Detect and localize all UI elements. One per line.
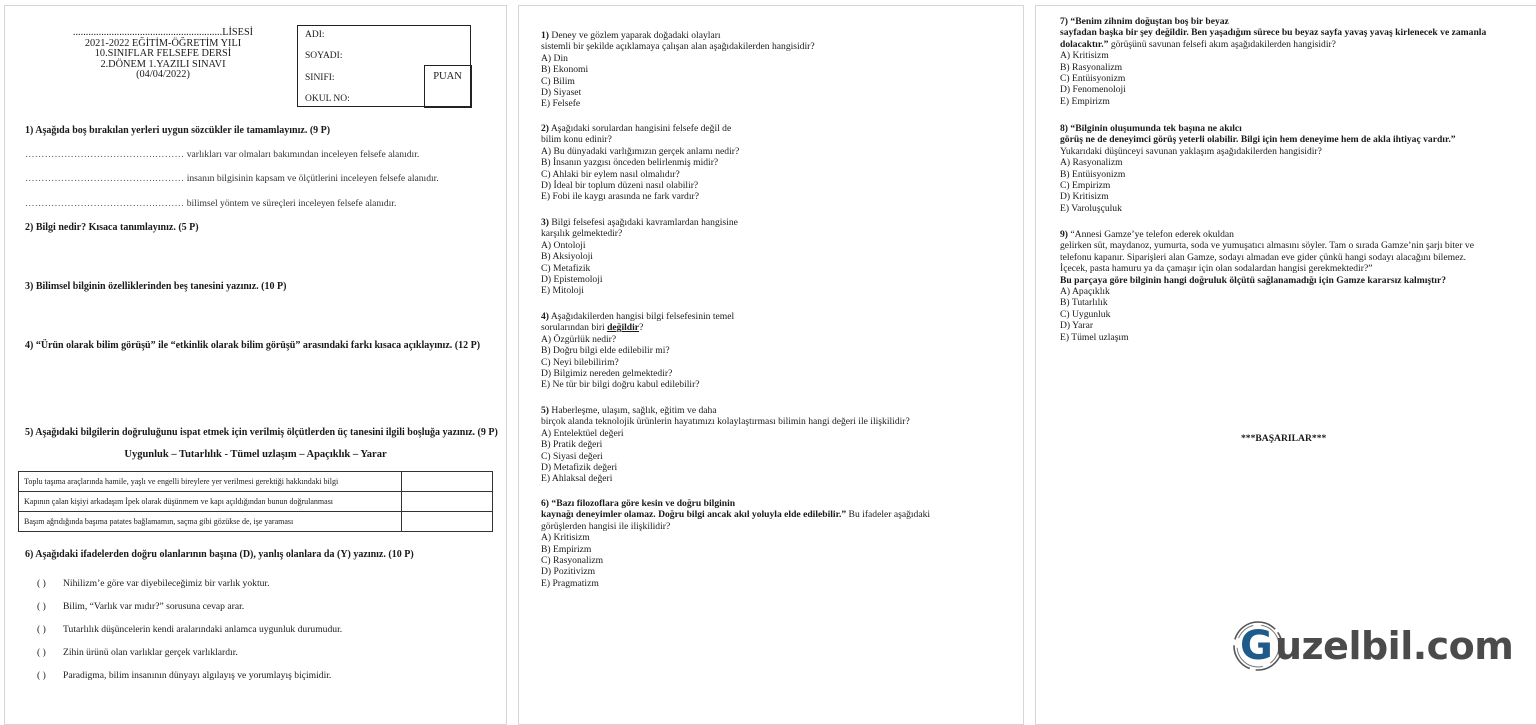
question-number: 6) <box>541 498 549 509</box>
true-false-item <box>37 578 269 589</box>
answer-option[interactable]: E) Tümel uzlaşım <box>1060 331 1129 343</box>
answer-option[interactable]: B) Empirizm <box>541 543 592 555</box>
statement-cell: Toplu taşıma araçlarında hamile, yaşlı ve engelli bireylere yer verilmesi gerektiği hakkındaki bilgi <box>19 472 402 492</box>
answer-option[interactable]: A) Kritisizm <box>541 532 590 544</box>
question-stem: bilim konu edinir? <box>541 134 612 146</box>
statement-text: Bilim, “Varlık var mıdır?” sorusuna cevap arar. <box>63 601 245 612</box>
true-false-item <box>37 647 238 658</box>
exam-header <box>43 28 283 81</box>
question-stem: görüşlerden hangisi ile ilişkilidir? <box>541 520 671 532</box>
answer-option[interactable]: D) Epistemoloji <box>541 274 603 286</box>
table-row <box>19 512 493 532</box>
answer-option[interactable]: C) Neyi bilebilirim? <box>541 356 619 368</box>
true-false-item <box>37 601 244 612</box>
answer-option[interactable]: E) Felsefe <box>541 98 581 110</box>
answer-option[interactable]: B) Entüisyonizm <box>1060 168 1126 180</box>
score-label: PUAN <box>433 70 462 82</box>
mcq-question-6 <box>541 498 930 589</box>
answer-blank: ………………………………….……… <box>25 149 185 160</box>
answer-bracket[interactable]: ( ) <box>37 624 46 635</box>
academic-year: 2021-2022 EĞİTİM-ÖĞRETİM YILI <box>84 37 242 49</box>
exam-page-1 <box>4 5 507 725</box>
answer-option[interactable]: C) Ahlaki bir eylem nasıl olmalıdır? <box>541 168 680 180</box>
criteria-list: Uygunluk – Tutarlılık - Tümel uzlaşım – Apaçıklık – Yarar <box>124 449 387 460</box>
question-prompt: Bu parçaya göre bilginin hangi doğruluk ölçütü sağlanamadığı için Gamze kararsız kalmıştır? <box>1060 274 1447 286</box>
answer-blank: ………………………………….……… <box>25 173 185 184</box>
answer-option[interactable]: B) Pratik değeri <box>541 439 603 451</box>
question-2-title: 2) Bilgi nedir? Kısaca tanımlayınız. (5 P) <box>25 222 199 233</box>
answer-option[interactable]: C) Siyasi değeri <box>541 450 603 462</box>
quoted-statement: “Benim zihnim doğuştan boş bir beyaz <box>1070 16 1229 27</box>
mcq-question-2 <box>541 123 739 203</box>
exam-page-2 <box>518 5 1024 725</box>
question-stem: Aşağıdaki sorulardan hangisini felsefe değil de <box>550 123 732 134</box>
question-stem: Deney ve gözlem yaparak doğadaki olayları <box>551 30 721 41</box>
answer-option[interactable]: B) Aksiyoloji <box>541 251 593 263</box>
answer-bracket[interactable]: ( ) <box>37 578 46 589</box>
answer-option[interactable]: E) Mitoloji <box>541 285 584 297</box>
answer-option[interactable]: D) Siyaset <box>541 87 582 99</box>
quoted-statement: kaynağı deneyimler olamaz. Doğru bilgi ancak akıl yoluyla elde edilebilir.” <box>541 509 847 521</box>
answer-option[interactable]: A) Rasyonalizm <box>1060 157 1123 169</box>
true-false-item <box>37 670 331 681</box>
question-number: 5) <box>541 405 549 416</box>
statement-text: Zihin ürünü olan varlıklar gerçek varlıklardır. <box>63 647 238 658</box>
answer-option[interactable]: C) Metafizik <box>541 262 591 274</box>
answer-bracket[interactable]: ( ) <box>37 601 46 612</box>
fill-blank-item <box>25 198 396 209</box>
school-no-label: OKUL NO: <box>305 94 350 104</box>
fill-blank-text: insanın bilgisinin kapsam ve ölçütlerini inceleyen felsefe alanıdır. <box>186 173 439 184</box>
mcq-question-4 <box>541 311 734 391</box>
answer-option[interactable]: C) Empirizm <box>1060 180 1111 192</box>
question-4-title: 4) “Ürün olarak bilim görüşü” ile “etkinlik olarak bilim görüşü” arasındaki farkı kısaca açıklayınız. (12 P) <box>25 340 481 351</box>
true-false-item <box>37 624 342 635</box>
question-mark: ? <box>639 322 644 334</box>
answer-option[interactable]: E) Empirizm <box>1060 95 1110 107</box>
question-6-title: 6) Aşağıdaki ifadelerden doğru olanlarının başına (D), yanlış olanlara da (Y) yazınız. (10 P) <box>25 549 414 560</box>
question-stem: sorularından biri <box>541 322 608 334</box>
answer-option[interactable]: A) Kritisizm <box>1060 50 1109 62</box>
answer-cell[interactable] <box>402 492 493 512</box>
closing-message: ***BAŞARILAR*** <box>1241 433 1327 444</box>
question-stem: Bu ifadeler aşağıdaki <box>846 509 931 521</box>
question-stem: sistemli bir şekilde açıklamaya çalışan alan aşağıdakilerden hangisidir? <box>541 41 815 53</box>
answer-cell[interactable] <box>402 472 493 492</box>
mcq-question-3 <box>541 217 738 297</box>
answer-option[interactable]: A) Özgürlük nedir? <box>541 333 617 345</box>
answer-option[interactable]: E) Varoluşçuluk <box>1060 202 1122 214</box>
surname-label: SOYADI: <box>305 51 343 61</box>
answer-option[interactable]: A) Entelektüel değeri <box>541 427 624 439</box>
answer-option[interactable]: E) Fobi ile kaygı arasında ne fark vardır? <box>541 191 699 203</box>
name-label: ADI: <box>305 30 325 40</box>
answer-option[interactable]: A) Ontoloji <box>541 239 586 251</box>
criteria-table <box>18 471 493 532</box>
answer-option[interactable]: B) Rasyonalizm <box>1060 61 1123 73</box>
emphasized-word: değildir <box>607 322 640 334</box>
answer-option[interactable]: E) Ahlaksal değeri <box>541 473 613 485</box>
question-number: 8) <box>1060 123 1068 134</box>
statement-cell: Başım ağrıdığında başıma patates bağlamamın, saçma gibi gözükse de, işe yaraması <box>19 512 402 532</box>
statement-cell: Kapının çalan kişiyi arkadaşım İpek olarak düşünmem ve kapı açıldığından bunun doğrulanması <box>19 492 402 512</box>
answer-option[interactable]: A) Apaçıklık <box>1060 286 1110 298</box>
answer-option[interactable]: A) Din <box>541 52 568 64</box>
answer-option[interactable]: B) İnsanın yazgısı önceden belirlenmiş midir? <box>541 157 719 169</box>
statement-text: Tutarlılık düşüncelerin kendi aralarındaki anlamca uygunluk durumudur. <box>63 624 343 635</box>
answer-option[interactable]: B) Ekonomi <box>541 64 589 76</box>
table-row <box>19 472 493 492</box>
fill-blank-item <box>25 149 419 160</box>
quoted-statement: dolacaktır.” <box>1060 38 1109 50</box>
fill-blank-text: bilimsel yöntem ve süreçleri inceleyen felsefe alanıdır. <box>186 198 397 209</box>
answer-cell[interactable] <box>402 512 493 532</box>
question-number: 2) <box>541 123 549 134</box>
exam-date: (04/04/2022) <box>136 69 190 81</box>
answer-option[interactable]: C) Bilim <box>541 75 575 87</box>
question-stem: “Bazı filozoflara göre kesin ve doğru bilginin <box>551 498 736 509</box>
question-stem: telefonu kapanır. Siparişleri alan Gamze, sodayı almadan eve gider çünkü hangi sodayı alacağını bilemez. <box>1060 251 1466 263</box>
mcq-question-8 <box>1060 123 1456 214</box>
answer-option[interactable]: C) Entüisyonizm <box>1060 73 1126 85</box>
answer-option[interactable]: D) Pozitivizm <box>541 566 596 578</box>
fill-blank-item <box>25 173 439 184</box>
question-stem: gelirken süt, maydanoz, yumurta, soda ve yumuşatıcı almasını söyler. Tam o sırada Gamze’nin şarjı biter ve <box>1060 240 1474 252</box>
answer-option[interactable]: E) Ne tür bir bilgi doğru kabul edilebilir? <box>541 379 700 391</box>
question-number: 3) <box>541 217 549 228</box>
question-stem: Bilgi felsefesi aşağıdaki kavramlardan hangisine <box>551 217 738 228</box>
logo-letter-g: G <box>1240 623 1273 669</box>
fill-blank-text: varlıkları var olmaları bakımından inceleyen felsefe alanıdır. <box>186 149 420 160</box>
answer-option[interactable]: D) Kritisizm <box>1060 191 1109 203</box>
course-name: 10.SINIFLAR FELSEFE DERSİ <box>94 48 232 60</box>
answer-option[interactable]: C) Rasyonalizm <box>541 555 604 567</box>
school-suffix: LİSESİ <box>222 27 254 38</box>
answer-option[interactable]: D) İdeal bir toplum düzeni nasıl olabilir? <box>541 180 699 192</box>
exam-name: 2.DÖNEM 1.YAZILI SINAVI <box>100 58 226 70</box>
mcq-question-7 <box>1060 16 1486 107</box>
exam-page-3 <box>1035 5 1536 725</box>
question-stem: görüşünü savunan felsefi akım aşağıdakilerden hangisidir? <box>1108 38 1336 50</box>
question-3-title: 3) Bilimsel bilginin özelliklerinden beş tanesini yazınız. (10 P) <box>25 281 287 292</box>
student-info-box <box>297 25 471 107</box>
logo-text: uzelbil.com <box>1275 624 1514 668</box>
quoted-statement: sayfadan başka bir şey değildir. Ben yaşadığım sürece bu beyaz sayfa yavaş yavaş kirlenecek ve zamanla <box>1060 27 1487 39</box>
answer-option[interactable]: B) Tutarlılık <box>1060 297 1108 309</box>
quoted-statement: “Bilginin oluşumunda tek başına ne akılcı <box>1070 123 1242 134</box>
question-stem: karşılık gelmektedir? <box>541 228 623 240</box>
table-row <box>19 492 493 512</box>
question-stem: “Annesi Gamze’ye telefon ederek okuldan <box>1070 229 1234 240</box>
question-stem: Yukarıdaki düşünceyi savunan yaklaşım aşağıdakilerden hangisidir? <box>1060 145 1322 157</box>
question-number: 7) <box>1060 16 1068 27</box>
school-name-blank: .......................................................... <box>72 27 223 38</box>
question-number: 4) <box>541 311 549 322</box>
mcq-question-1 <box>541 30 815 110</box>
answer-option[interactable]: E) Pragmatizm <box>541 577 599 589</box>
answer-blank: ………………………………….……… <box>25 198 185 209</box>
statement-text: Nihilizm’e göre var diyebileceğimiz bir varlık yoktur. <box>63 578 270 589</box>
question-1-title: 1) Aşağıda boş bırakılan yerleri uygun sözcükler ile tamamlayınız. (9 P) <box>25 125 331 136</box>
answer-option[interactable]: D) Yarar <box>1060 320 1094 332</box>
mcq-question-9 <box>1060 229 1474 343</box>
question-5-title: 5) Aşağıdaki bilgilerin doğruluğunu ispat etmek için verilmiş ölçütlerden üç tanesini ilgili boşluğa yazınız. (9 P) <box>25 427 498 438</box>
answer-bracket[interactable]: ( ) <box>37 647 46 658</box>
answer-option[interactable]: D) Metafizik değeri <box>541 462 618 474</box>
question-number: 9) <box>1060 229 1068 240</box>
question-stem: Haberleşme, ulaşım, sağlık, eğitim ve daha <box>551 405 717 416</box>
question-stem: birçok alanda teknolojik ürünlerin hayatımızı kolaylaştırması bilimin hangi değeri ile ilişkilidir? <box>541 416 910 428</box>
answer-option[interactable]: B) Doğru bilgi elde edilebilir mi? <box>541 345 670 357</box>
question-stem: Aşağıdakilerden hangisi bilgi felsefesinin temel <box>550 311 735 322</box>
question-number: 1) <box>541 30 549 41</box>
answer-option[interactable]: D) Bilgimiz nereden gelmektedir? <box>541 368 673 380</box>
school-name-line <box>43 28 283 39</box>
statement-text: Paradigma, bilim insanının dünyayı algılayış ve yorumlayış biçimidir. <box>63 670 332 681</box>
quoted-statement: görüş ne de deneyimci görüş yeterli olabilir. Bilgi için hem deneyime hem de akla ihtiyaç vardır.” <box>1060 134 1456 146</box>
answer-bracket[interactable]: ( ) <box>37 670 46 681</box>
score-box <box>424 65 472 108</box>
question-stem: İçecek, pasta hamuru ya da çamaşır için olan sodalardan hangisi gerekmektedir?” <box>1060 263 1373 275</box>
answer-option[interactable]: C) Uygunluk <box>1060 308 1111 320</box>
class-label: SINIFI: <box>305 73 335 83</box>
answer-option[interactable]: A) Bu dünyadaki varlığımızın gerçek anlamı nedir? <box>541 145 740 157</box>
answer-option[interactable]: D) Fenomenoloji <box>1060 84 1126 96</box>
mcq-question-5 <box>541 405 910 485</box>
